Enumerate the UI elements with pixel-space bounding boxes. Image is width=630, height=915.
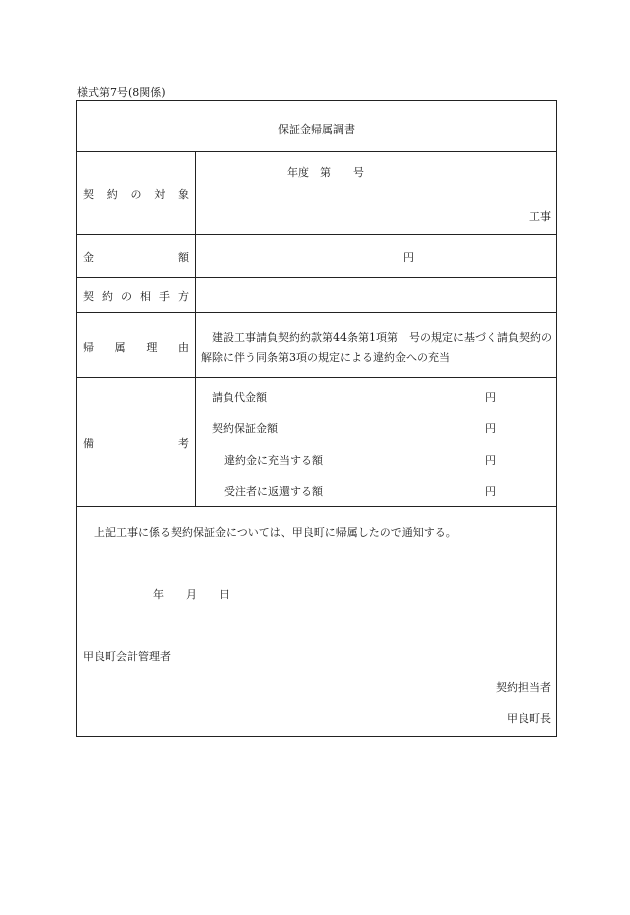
label-char: 約 — [102, 290, 113, 303]
row-divider — [77, 312, 556, 313]
remark-refund-amount: 受注者に返還する額 — [224, 485, 323, 498]
remarks-label — [83, 435, 189, 451]
work-suffix: 工事 — [529, 210, 551, 223]
label-char: 契 — [83, 290, 94, 303]
remark-unit: 円 — [485, 454, 496, 467]
contract-subject-label — [83, 186, 189, 202]
row-divider — [77, 377, 556, 378]
row-divider — [77, 506, 556, 507]
reason-text: 建設工事請負契約約款第44条第1項第 号の規定に基づく請負契約の解除に伴う同条第3項の規定による違約金への充当 — [201, 331, 552, 364]
label-char: 金 — [83, 251, 94, 264]
label-char: の — [130, 188, 142, 201]
row-divider — [77, 277, 556, 278]
sender-title: 契約担当者 — [496, 681, 551, 694]
counterparty-label — [83, 288, 189, 304]
remark-penalty-amount: 違約金に充当する額 — [224, 454, 323, 467]
remark-unit: 円 — [485, 485, 496, 498]
label-char: 対 — [154, 188, 166, 201]
row-divider — [77, 151, 556, 152]
sender-name: 甲良町長 — [507, 712, 551, 725]
row-divider — [77, 234, 556, 235]
amount-unit: 円 — [403, 251, 414, 264]
column-divider — [195, 151, 196, 506]
notice-date: 年 月 日 — [153, 588, 230, 601]
label-char: 備 — [83, 437, 94, 450]
amount-label — [83, 249, 189, 265]
label-char: 由 — [177, 341, 189, 354]
label-char: の — [121, 290, 132, 303]
label-char: 帰 — [83, 341, 94, 354]
label-char: 契 — [83, 188, 94, 201]
remark-contract-amount: 請負代金額 — [212, 391, 267, 404]
remark-unit: 円 — [485, 422, 496, 435]
label-char: 手 — [159, 290, 170, 303]
label-char: 理 — [146, 341, 158, 354]
reason-label — [83, 339, 189, 355]
notice-recipient: 甲良町会計管理者 — [83, 650, 171, 663]
label-char: 約 — [106, 188, 118, 201]
label-char: 方 — [178, 290, 189, 303]
attribution-form — [76, 100, 557, 737]
form-number: 様式第7号(8関係) — [77, 86, 166, 99]
label-char: 額 — [178, 251, 189, 264]
notice-text: 上記工事に係る契約保証金については、甲良町に帰属したので通知する。 — [94, 526, 457, 539]
remark-guarantee-amount: 契約保証金額 — [212, 422, 278, 435]
year-number: 年度 第 号 — [287, 166, 364, 179]
form-title: 保証金帰属調書 — [278, 123, 355, 136]
label-char: 象 — [178, 188, 189, 201]
label-char: 相 — [140, 290, 151, 303]
label-char: 属 — [114, 341, 126, 354]
label-char: 考 — [178, 437, 189, 450]
remark-unit: 円 — [485, 391, 496, 404]
